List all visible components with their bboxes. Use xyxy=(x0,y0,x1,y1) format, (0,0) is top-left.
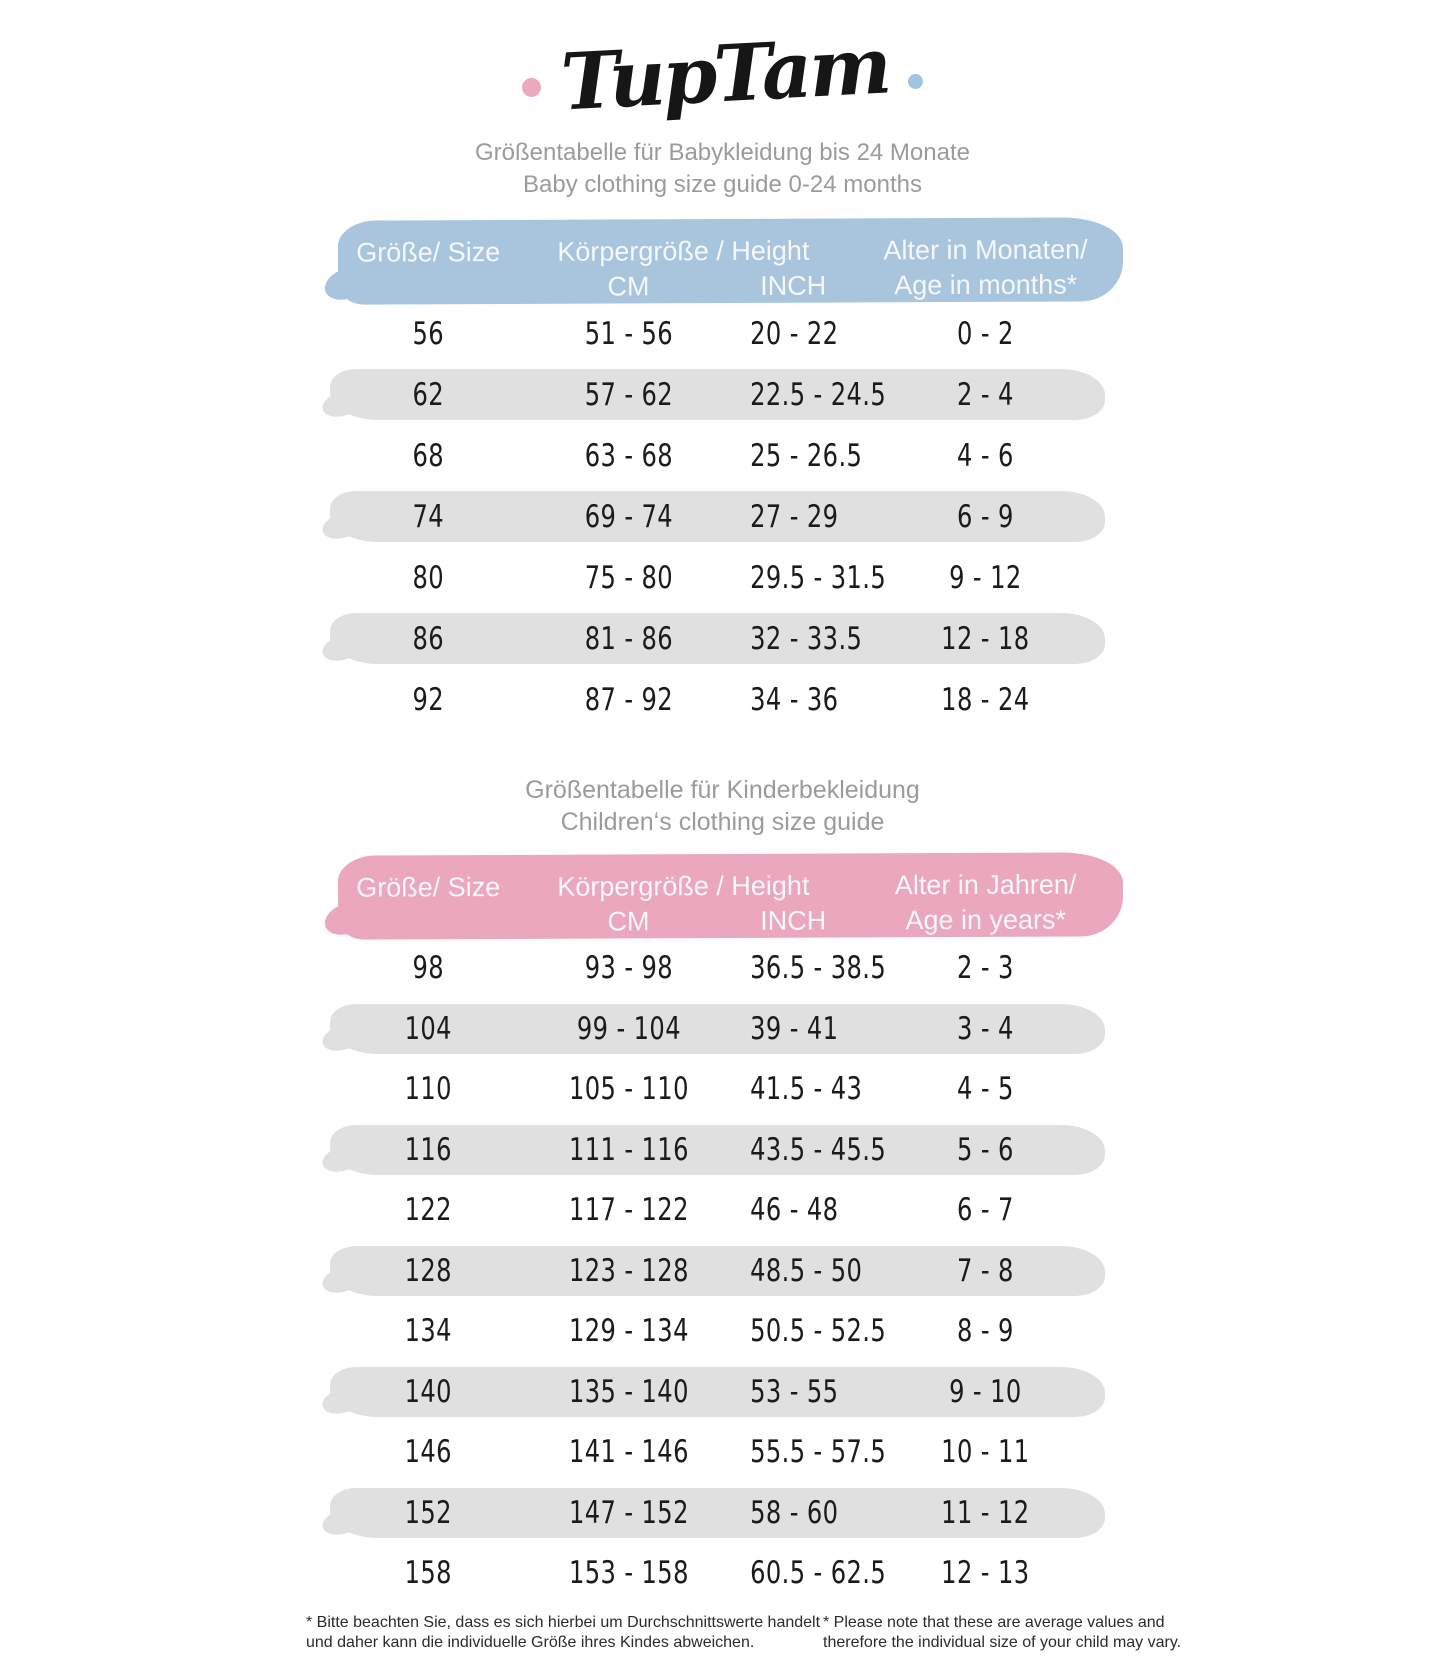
age-cell: 2 - 3 xyxy=(957,950,1015,987)
age-cell: 5 - 6 xyxy=(957,1131,1015,1168)
table-row xyxy=(338,938,1123,999)
size-cell: 86 xyxy=(412,620,445,657)
cm-cell: 147 - 152 xyxy=(568,1494,689,1531)
size-cell: 80 xyxy=(412,559,445,596)
inch-cell: 22.5 - 24.5 xyxy=(750,376,887,413)
size-cell: 152 xyxy=(404,1494,452,1531)
inch-cell: 39 - 41 xyxy=(750,1010,839,1047)
table-row xyxy=(338,425,1123,486)
table-row xyxy=(338,1059,1123,1120)
age-cell: 7 - 8 xyxy=(957,1252,1015,1289)
table-row xyxy=(338,1241,1123,1302)
header-age-group xyxy=(848,232,1123,303)
brand-logo xyxy=(0,0,1445,127)
inch-cell: 36.5 - 38.5 xyxy=(750,950,887,987)
baby-size-table xyxy=(338,219,1123,730)
header-cm-label: CM xyxy=(607,271,650,302)
footnote-de-line2: und daher kann die individuelle Größe ihres Kindes abweichen. xyxy=(306,1633,755,1651)
footnote-german xyxy=(306,1613,821,1653)
table-row xyxy=(338,364,1123,425)
cm-cell: 111 - 116 xyxy=(568,1131,689,1168)
size-cell: 98 xyxy=(412,950,445,987)
logo-text: TupTam xyxy=(558,19,891,129)
cm-cell: 123 - 128 xyxy=(568,1252,689,1289)
table-row xyxy=(338,486,1123,547)
children-table-header xyxy=(338,852,1123,939)
header-inch-label: INCH xyxy=(760,905,827,936)
size-cell: 146 xyxy=(404,1434,452,1471)
size-cell: 104 xyxy=(404,1010,452,1047)
children-section-title xyxy=(0,774,1445,838)
cm-cell: 129 - 134 xyxy=(568,1313,689,1350)
size-cell: 56 xyxy=(412,315,445,352)
inch-cell: 60.5 - 62.5 xyxy=(750,1555,887,1592)
table-row xyxy=(338,669,1123,730)
age-cell: 18 - 24 xyxy=(941,681,1030,718)
cm-cell: 153 - 158 xyxy=(568,1555,689,1592)
table-row xyxy=(338,1422,1123,1483)
inch-cell: 20 - 22 xyxy=(750,315,839,352)
age-cell: 6 - 7 xyxy=(957,1192,1015,1229)
table-row xyxy=(338,1301,1123,1362)
header-size-label: Größe/ Size xyxy=(356,872,501,903)
cm-cell: 135 - 140 xyxy=(568,1373,689,1410)
baby-title-en: Baby clothing size guide 0-24 months xyxy=(523,171,922,198)
baby-title-de: Größentabelle für Babykleidung bis 24 Monate xyxy=(475,139,970,166)
footnotes xyxy=(306,1613,1445,1653)
cm-cell: 81 - 86 xyxy=(584,620,673,657)
inch-cell: 29.5 - 31.5 xyxy=(750,559,887,596)
cm-cell: 69 - 74 xyxy=(584,498,673,535)
cm-cell: 117 - 122 xyxy=(568,1192,689,1229)
age-cell: 12 - 18 xyxy=(941,620,1030,657)
children-title-en: Children‘s clothing size guide xyxy=(560,808,885,836)
header-age-line1: Alter in Monaten/ xyxy=(883,234,1088,266)
footnote-english xyxy=(823,1613,1310,1653)
baby-section-title xyxy=(0,137,1445,201)
table-row xyxy=(338,303,1123,364)
footnote-en-line1: * Please note that these are average values and xyxy=(823,1613,1165,1631)
age-cell: 0 - 2 xyxy=(957,315,1015,352)
size-cell: 116 xyxy=(404,1131,452,1168)
size-cell: 62 xyxy=(412,376,445,413)
baby-table-header xyxy=(338,217,1123,304)
age-cell: 11 - 12 xyxy=(941,1494,1030,1531)
header-age-line2: Age in months* xyxy=(894,269,1078,301)
pink-dot-icon xyxy=(522,78,541,97)
cm-cell: 51 - 56 xyxy=(584,315,673,352)
header-age-line2: Age in years* xyxy=(905,904,1067,936)
inch-cell: 43.5 - 45.5 xyxy=(750,1131,887,1168)
age-cell: 12 - 13 xyxy=(941,1555,1030,1592)
header-height-group xyxy=(518,868,848,939)
age-cell: 2 - 4 xyxy=(957,376,1015,413)
inch-cell: 25 - 26.5 xyxy=(750,437,863,474)
size-cell: 92 xyxy=(412,681,445,718)
age-cell: 4 - 6 xyxy=(957,437,1015,474)
cm-cell: 99 - 104 xyxy=(576,1010,681,1047)
age-cell: 6 - 9 xyxy=(957,498,1015,535)
inch-cell: 46 - 48 xyxy=(750,1192,839,1229)
inch-cell: 53 - 55 xyxy=(750,1373,839,1410)
header-inch-label: INCH xyxy=(760,270,827,301)
header-age-group xyxy=(848,867,1123,938)
footnote-en-line2: therefore the individual size of your child may vary. xyxy=(823,1633,1182,1651)
table-row xyxy=(338,1120,1123,1181)
inch-cell: 50.5 - 52.5 xyxy=(750,1313,887,1350)
inch-cell: 58 - 60 xyxy=(750,1494,839,1531)
children-size-table xyxy=(338,854,1123,1604)
header-height-group xyxy=(518,233,848,304)
table-row xyxy=(338,608,1123,669)
age-cell: 9 - 12 xyxy=(949,559,1022,596)
age-cell: 4 - 5 xyxy=(957,1071,1015,1108)
cm-cell: 105 - 110 xyxy=(568,1071,689,1108)
age-cell: 8 - 9 xyxy=(957,1313,1015,1350)
table-row xyxy=(338,1543,1123,1604)
header-height-label: Körpergröße / Height xyxy=(557,870,810,902)
age-cell: 3 - 4 xyxy=(957,1010,1015,1047)
table-row xyxy=(338,1362,1123,1423)
blue-dot-icon xyxy=(908,74,923,89)
table-row xyxy=(338,547,1123,608)
size-cell: 68 xyxy=(412,437,445,474)
header-height-label: Körpergröße / Height xyxy=(557,235,810,267)
cm-cell: 141 - 146 xyxy=(568,1434,689,1471)
inch-cell: 41.5 - 43 xyxy=(750,1071,863,1108)
baby-table-body xyxy=(338,303,1123,730)
cm-cell: 75 - 80 xyxy=(584,559,673,596)
inch-cell: 34 - 36 xyxy=(750,681,839,718)
header-size-label: Größe/ Size xyxy=(356,237,501,268)
size-cell: 110 xyxy=(404,1071,452,1108)
size-cell: 140 xyxy=(404,1373,452,1410)
table-row xyxy=(338,1483,1123,1544)
age-cell: 10 - 11 xyxy=(941,1434,1030,1471)
age-cell: 9 - 10 xyxy=(949,1373,1022,1410)
children-table-body xyxy=(338,938,1123,1604)
inch-cell: 48.5 - 50 xyxy=(750,1252,863,1289)
cm-cell: 63 - 68 xyxy=(584,437,673,474)
inch-cell: 32 - 33.5 xyxy=(750,620,863,657)
header-age-line1: Alter in Jahren/ xyxy=(894,869,1077,901)
table-row xyxy=(338,999,1123,1060)
size-cell: 158 xyxy=(404,1555,452,1592)
inch-cell: 27 - 29 xyxy=(750,498,839,535)
size-cell: 128 xyxy=(404,1252,452,1289)
cm-cell: 87 - 92 xyxy=(584,681,673,718)
inch-cell: 55.5 - 57.5 xyxy=(750,1434,887,1471)
footnote-de-line1: * Bitte beachten Sie, dass es sich hierbei um Durchschnittswerte handelt xyxy=(306,1613,821,1631)
cm-cell: 57 - 62 xyxy=(584,376,673,413)
size-cell: 134 xyxy=(404,1313,452,1350)
children-title-de: Größentabelle für Kinderbekleidung xyxy=(525,776,920,804)
header-cm-label: CM xyxy=(607,906,650,937)
table-row xyxy=(338,1180,1123,1241)
cm-cell: 93 - 98 xyxy=(584,950,673,987)
size-cell: 122 xyxy=(404,1192,452,1229)
size-cell: 74 xyxy=(412,498,445,535)
